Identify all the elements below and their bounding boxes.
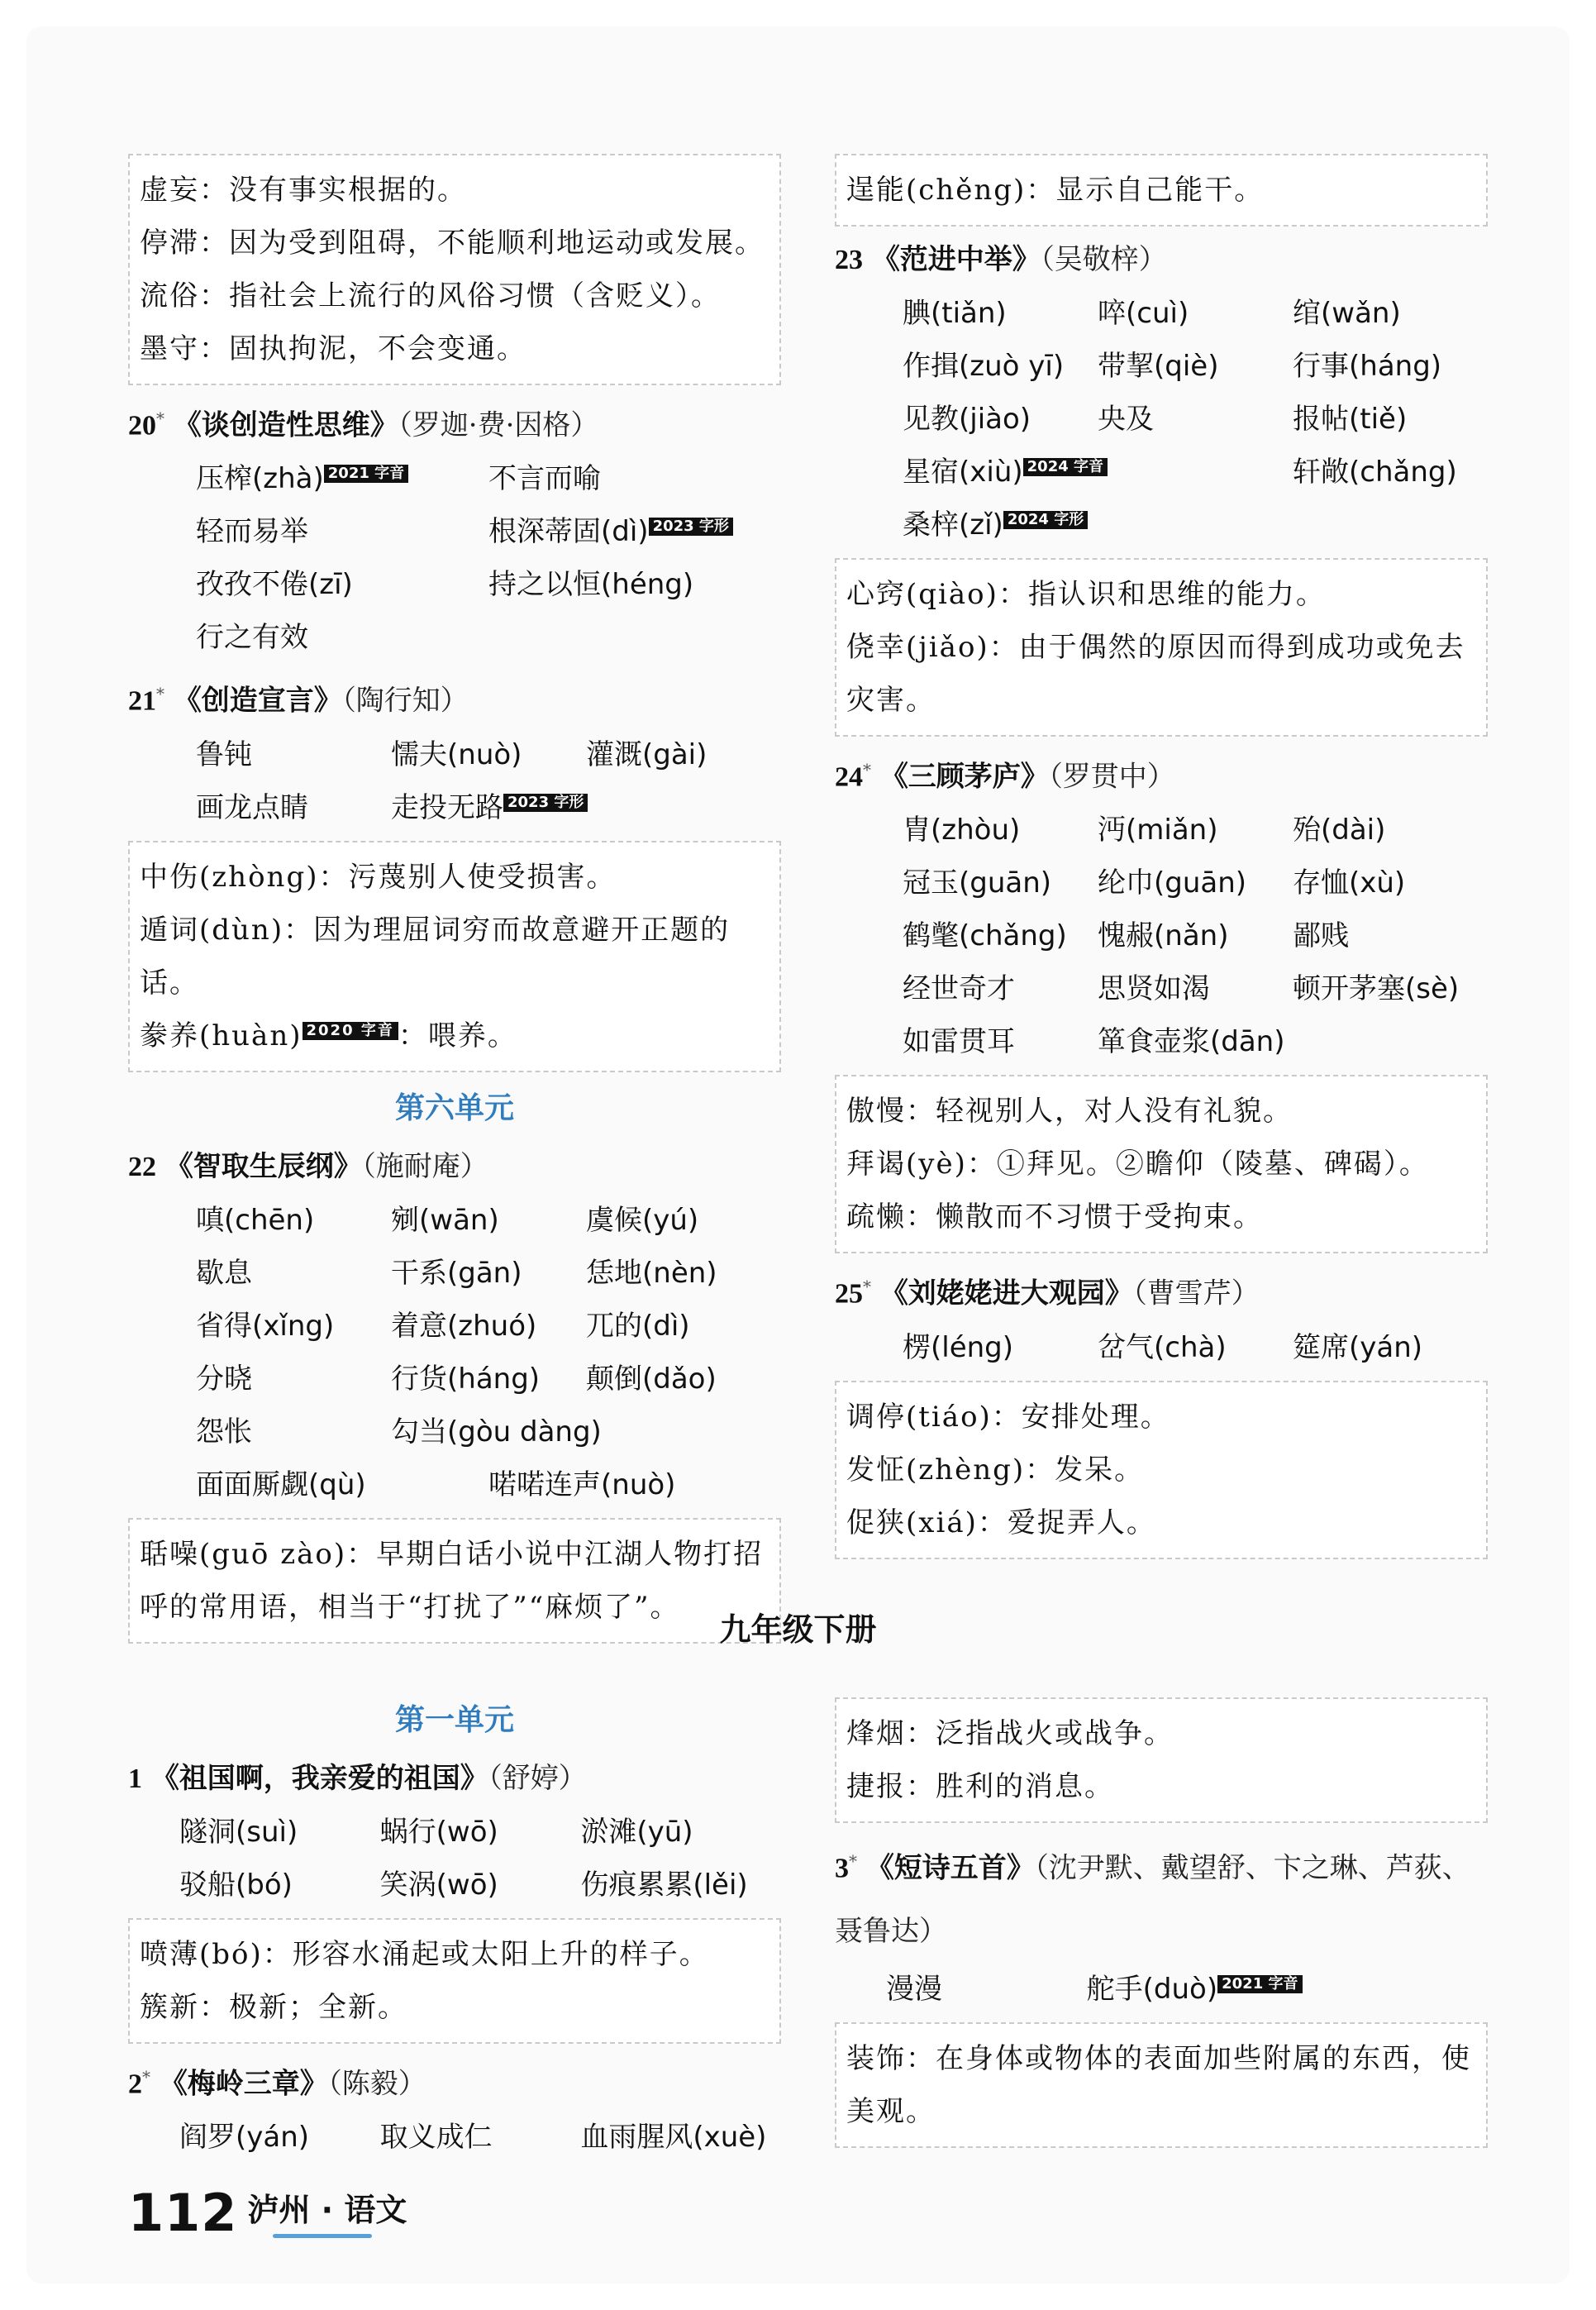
vocab-word: 存恤(xù) — [1293, 866, 1406, 900]
lesson-author: （施耐庵） — [361, 1149, 488, 1183]
right-column-upper — [835, 147, 1488, 1566]
definition-line: 簇新：极新；全新。 — [140, 1991, 407, 2024]
vocab-word: 取义成仁 — [379, 2121, 493, 2155]
exam-badge: 2023 字形 — [503, 794, 588, 812]
lesson-number: 21 — [128, 685, 156, 717]
vocab-word: 恁地(nèn) — [586, 1256, 717, 1290]
definition-box — [835, 1075, 1488, 1253]
vocab-word: 行之有效 — [196, 621, 308, 655]
word-list — [128, 728, 781, 834]
word-list — [835, 1321, 1488, 1374]
exam-badge: 2020 字音 — [303, 1022, 398, 1040]
word-list — [835, 287, 1488, 551]
definition-line: 聒噪(guō zào)：早期白话小说中江湖人物打招呼的常用语，相当于“打扰了”“麻烦了”。 — [140, 1537, 764, 1624]
lesson-title: 《智取生辰纲》 — [164, 1149, 362, 1183]
definition-box — [128, 1918, 781, 2044]
lesson-author: （舒婷） — [488, 1762, 587, 1795]
vocab-word: 虞候(yú) — [586, 1203, 699, 1237]
vocab-word: 孜孜不倦(zī) — [196, 568, 353, 602]
vocab-word: 分晓 — [196, 1362, 252, 1396]
definition-line: 停滞：因为受到阻碍，不能顺利地运动或发展。 — [140, 227, 765, 260]
definition-line: 发怔(zhèng)：发呆。 — [846, 1453, 1145, 1487]
vocab-word: 啐(cuì) — [1098, 297, 1189, 330]
vocab-word: 勾当(gòu dàng) — [391, 1415, 602, 1449]
lesson-title: 《谈创造性思维》 — [173, 408, 398, 442]
vocab-word: 报帖(tiě) — [1293, 403, 1408, 436]
footer-underline — [273, 2234, 372, 2238]
lesson-title: 《刘姥姥进大观园》 — [879, 1277, 1133, 1310]
vocab-word: 作揖(zuò yī) — [903, 350, 1065, 383]
page-number: 112 — [128, 2183, 238, 2243]
lesson-author: （罗迦·费·因格） — [398, 408, 599, 442]
lesson-author: （陶行知） — [341, 684, 469, 718]
lesson-author: （陈毅） — [327, 2067, 426, 2101]
vocab-word: 鄙贱 — [1293, 919, 1349, 953]
lesson-title: 《梅岭三章》 — [159, 2067, 328, 2101]
definition-line: 喷薄(bó)：形容水涌起或太阳上升的样子。 — [140, 1938, 709, 1971]
unit-heading: 第一单元 — [394, 1702, 514, 1737]
vocab-word: 面面厮觑(qù) — [196, 1468, 366, 1501]
lesson-heading — [128, 392, 781, 452]
right-column-lower — [835, 1691, 1488, 2155]
lesson-number: 3 — [835, 1853, 849, 1884]
vocab-word: 画龙点睛 — [196, 790, 308, 824]
vocab-word: 漫漫 — [886, 1973, 942, 2007]
footer-label: 泸州 · 语文 — [247, 2192, 407, 2228]
vocab-word: 央及 — [1098, 403, 1154, 436]
vocab-word: 思贤如渴 — [1098, 972, 1210, 1006]
vocab-word: 蜗行(wō) — [379, 1816, 498, 1849]
exam-badge: 2021 字音 — [1217, 1975, 1302, 1993]
vocab-word: 走投无路 2023 字形 — [391, 781, 781, 834]
vocab-word: 歇息 — [196, 1256, 252, 1290]
vocab-word: 见教(jiào) — [903, 403, 1031, 436]
definition-line: 装饰：在身体或物体的表面加些附属的东西，使美观。 — [846, 2042, 1471, 2129]
definition-box — [835, 558, 1488, 737]
definition-line: 拜谒(yè)：①拜见。②瞻仰（陵墓、碑碣）。 — [846, 1148, 1429, 1181]
vocab-word: 绾(wǎn) — [1293, 297, 1401, 330]
star-mark: * — [863, 760, 871, 780]
vocab-word: 怨怅 — [196, 1415, 252, 1449]
lesson-author: （沈尹默、戴望舒、卞之琳、芦荻、聂鲁达） — [835, 1851, 1470, 1949]
definition-line: 墨守：固执拘泥，不会变通。 — [140, 332, 526, 365]
vocab-word: 喏喏连声(nuò) — [488, 1468, 676, 1501]
left-column-upper — [128, 147, 781, 1650]
vocab-word: 顿开茅塞(sè) — [1293, 972, 1460, 1006]
vocab-word: 根深蒂固(dì) 2023 字形 — [488, 505, 781, 558]
definition-line: 心窍(qiào)：指认识和思维的能力。 — [846, 578, 1326, 611]
definition-box — [835, 154, 1488, 227]
definition-line: 促狭(xiá)：爱捉弄人。 — [846, 1506, 1156, 1539]
star-mark: * — [156, 408, 164, 428]
definition-line: 傲慢：轻视别人，对人没有礼貌。 — [846, 1095, 1293, 1129]
definition-line: 调停(tiáo)：安排处理。 — [846, 1400, 1170, 1434]
word-list — [128, 1806, 781, 1911]
vocab-word: 驳船(bó) — [179, 1869, 293, 1902]
vocab-word: 纶巾(guān) — [1098, 866, 1247, 900]
lesson-author: （罗贯中） — [1048, 760, 1175, 794]
lesson-number: 22 — [128, 1151, 156, 1182]
vocab-word: 兀的(dì) — [586, 1309, 690, 1343]
definition-line: 烽烟：泛指战火或战争。 — [846, 1717, 1174, 1750]
definition-box — [128, 154, 781, 385]
vocab-word: 楞(léng) — [903, 1330, 1014, 1364]
vocab-word: 懦夫(nuò) — [391, 737, 522, 771]
word-list — [128, 1458, 781, 1511]
word-list — [835, 804, 1488, 1068]
vocab-word: 轩敞(chǎng) — [1293, 456, 1457, 489]
lesson-number: 20 — [128, 410, 156, 441]
lesson-title: 《范进中举》 — [871, 243, 1041, 276]
vocab-word: 冠玉(guān) — [903, 866, 1052, 900]
vocab-word: 行货(háng) — [391, 1362, 541, 1396]
lesson-number: 23 — [835, 245, 863, 275]
vocab-word: 着意(zhuó) — [391, 1309, 537, 1343]
lesson-heading — [128, 1140, 781, 1194]
lesson-number: 1 — [128, 1764, 142, 1794]
word-list — [128, 452, 781, 664]
lesson-number: 25 — [835, 1278, 863, 1310]
definition-line: 遁词(dùn)：因为理屈词穷而故意避开正题的话。 — [140, 913, 731, 1000]
vocab-word: 灌溉(gài) — [586, 737, 707, 771]
vocab-word: 持之以恒(héng) — [488, 568, 694, 602]
vocab-word: 干系(gān) — [391, 1256, 522, 1290]
vocab-word: 鲁钝 — [196, 737, 252, 771]
vocab-word: 嗔(chēn) — [196, 1203, 315, 1237]
definition-line: 流俗：指社会上流行的风俗习惯（含贬义）。 — [140, 279, 721, 313]
exam-badge: 2023 字形 — [649, 518, 733, 536]
vocab-word: 筵席(yán) — [1293, 1330, 1423, 1364]
star-mark: * — [849, 1851, 857, 1871]
lesson-author: （吴敬梓） — [1040, 243, 1167, 276]
lesson-heading — [128, 667, 781, 728]
definition-line: 虚妄：没有事实根据的。 — [140, 174, 467, 207]
word-list — [835, 1963, 1488, 2016]
vocab-word: 伤痕累累(lěi) — [580, 1869, 748, 1902]
definition-box — [835, 2022, 1488, 2148]
lesson-title: 《祖国啊，我亲爱的祖国》 — [150, 1762, 488, 1795]
lesson-heading — [128, 1752, 781, 1806]
vocab-word: 桑梓(zǐ) 2024 字形 — [903, 499, 1293, 551]
exam-badge: 2024 字音 — [1023, 458, 1108, 476]
star-mark: * — [142, 2067, 150, 2087]
vocab-word: 星宿(xiù) 2024 字音 — [903, 446, 1293, 499]
vocab-word: 经世奇才 — [903, 972, 1015, 1006]
vocab-word: 沔(miǎn) — [1098, 814, 1218, 847]
vocab-word: 笑涡(wō) — [379, 1869, 498, 1902]
vocab-word: 腆(tiǎn) — [903, 297, 1007, 330]
lesson-heading — [835, 743, 1488, 804]
definition-box — [128, 841, 781, 1072]
vocab-word: 行事(háng) — [1293, 350, 1442, 383]
vocab-word: 带挈(qiè) — [1098, 350, 1219, 383]
vocab-word: 省得(xǐng) — [196, 1309, 335, 1343]
lesson-title: 《创造宣言》 — [173, 684, 342, 718]
word-list — [128, 1194, 781, 1458]
definition-line: 捷报：胜利的消息。 — [846, 1770, 1114, 1803]
definition-line: 豢养(huàn) 2020 字音 ：喂养。 — [140, 1019, 517, 1052]
vocab-word: 愧赧(nǎn) — [1098, 919, 1229, 953]
vocab-word: 不言而喻 — [488, 462, 601, 496]
vocab-word: 岔气(chà) — [1098, 1330, 1227, 1364]
vocab-word: 如雷贯耳 — [903, 1025, 1015, 1059]
lesson-heading — [835, 233, 1488, 287]
vocab-word: 压榨(zhà) 2021 字音 — [196, 452, 488, 505]
definition-box — [835, 1381, 1488, 1559]
vocab-word: 淤滩(yū) — [580, 1816, 693, 1849]
lesson-title: 《短诗五首》 — [865, 1851, 1035, 1885]
definition-box — [835, 1697, 1488, 1823]
lesson-heading — [835, 1830, 1488, 1963]
vocab-word: 隧洞(suì) — [179, 1816, 298, 1849]
lesson-number: 24 — [835, 761, 863, 793]
unit-heading: 第六单元 — [394, 1090, 514, 1125]
star-mark: * — [156, 684, 164, 704]
lesson-author: （曹雪芹） — [1132, 1277, 1260, 1310]
exam-badge: 2021 字音 — [324, 465, 408, 483]
definition-line: 侥幸(jiǎo)：由于偶然的原因而得到成功或免去灾害。 — [846, 631, 1465, 717]
page-footer — [128, 2183, 407, 2243]
vocab-word: 颠倒(dǎo) — [586, 1362, 717, 1396]
vocab-word: 舵手(duò) 2021 字音 — [1087, 1963, 1488, 2016]
word-list — [128, 2111, 781, 2164]
lesson-heading — [128, 2050, 781, 2111]
star-mark: * — [863, 1277, 871, 1297]
vocab-word: 阎罗(yán) — [179, 2121, 310, 2155]
vocab-word: 血雨腥风(xuè) — [580, 2121, 767, 2155]
definition-line: 疏懒：懒散而不习惯于受拘束。 — [846, 1200, 1263, 1234]
vocab-word: 轻而易举 — [196, 515, 308, 549]
vocab-word: 鹤氅(chǎng) — [903, 919, 1067, 953]
vocab-word: 殆(dài) — [1293, 814, 1386, 847]
vocab-word: 箪食壶浆(dān) — [1098, 1025, 1285, 1059]
vocab-word: 胄(zhòu) — [903, 814, 1021, 847]
volume-title: 九年级下册 — [719, 1611, 877, 1648]
lesson-heading — [835, 1260, 1488, 1320]
definition-line: 中伤(zhòng)：污蔑别人使受损害。 — [140, 860, 617, 894]
definition-line: 逞能(chěng)：显示自己能干。 — [846, 174, 1265, 207]
lesson-number: 2 — [128, 2069, 142, 2100]
lesson-title: 《三顾茅庐》 — [879, 760, 1049, 794]
left-column-lower — [128, 1691, 781, 2164]
vocab-word: 剜(wān) — [391, 1203, 499, 1237]
exam-badge: 2024 字形 — [1003, 511, 1088, 529]
